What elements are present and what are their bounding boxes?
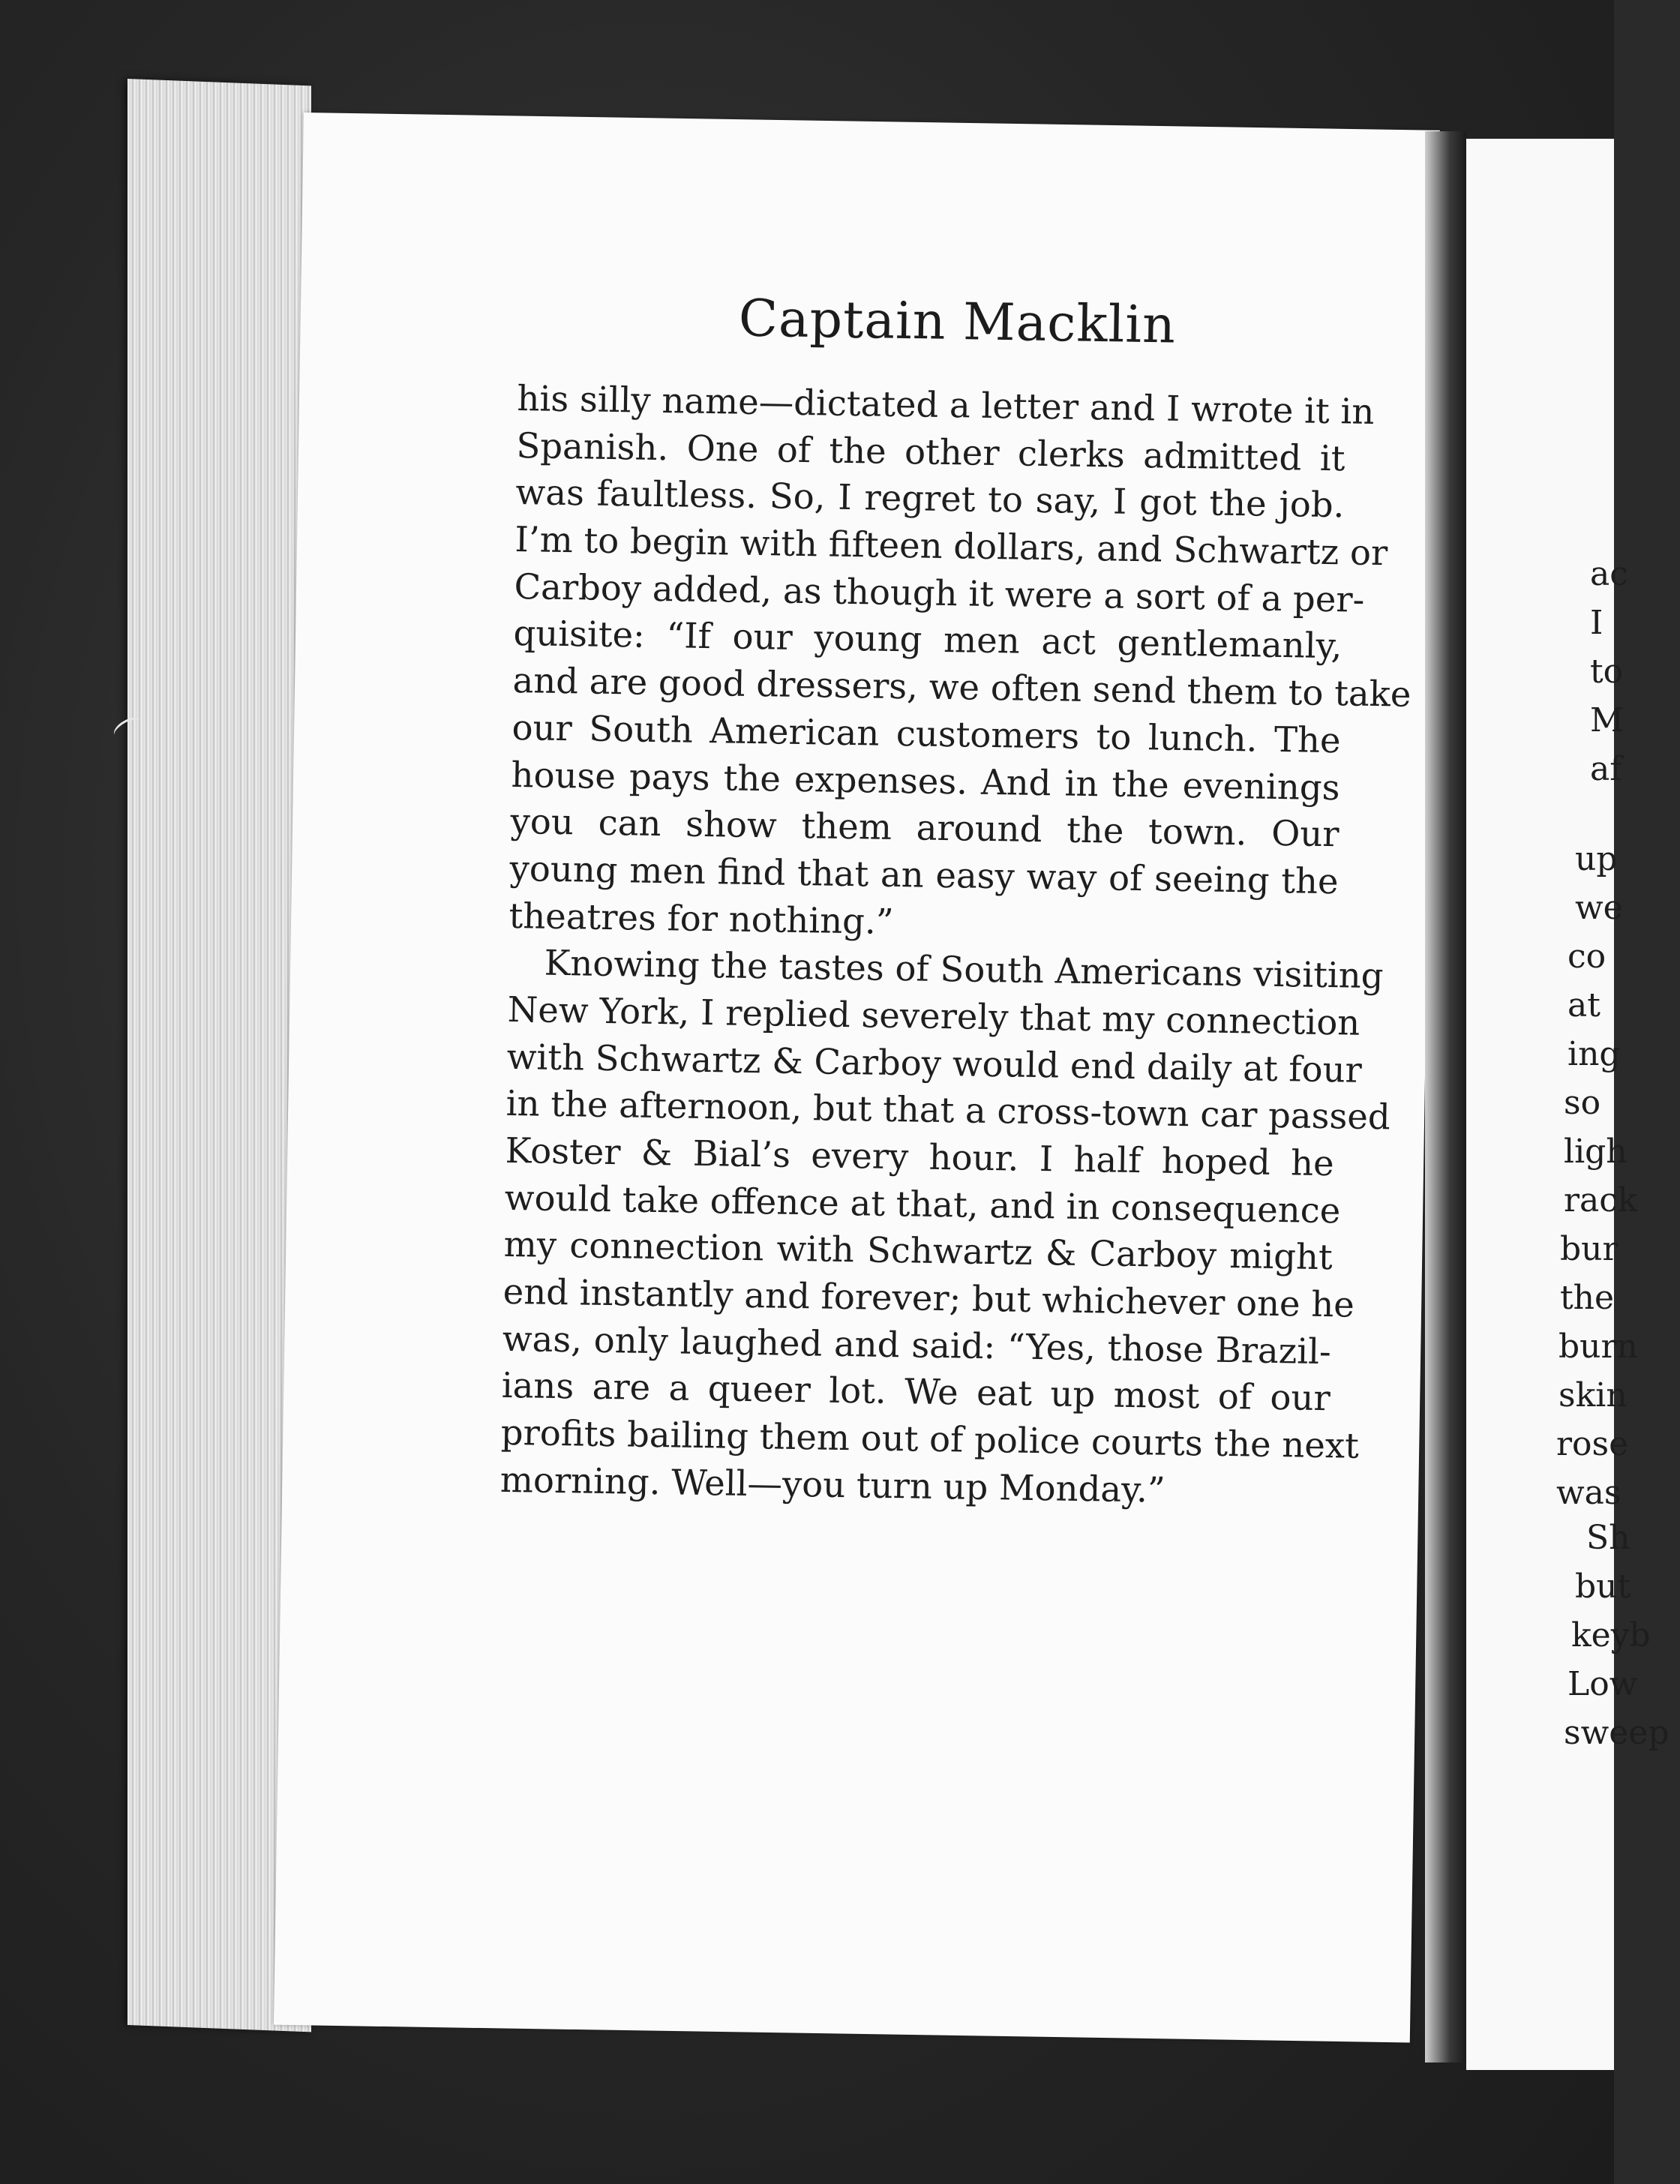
text-line: quisite: “If our young men act gentlemanly, xyxy=(513,613,1342,667)
right-page-text xyxy=(1545,0,1670,2184)
right-page-fragment: ing xyxy=(1568,1035,1621,1073)
text-line: was faultless. So, I regret to say, I got the job. xyxy=(515,472,1345,526)
right-page-fragment: keyb xyxy=(1571,1616,1651,1654)
right-page-fragment: burn xyxy=(1558,1328,1638,1366)
left-page-text xyxy=(500,375,1412,1516)
text-line: Carboy added, as though it were a sort of a per- xyxy=(514,566,1365,620)
text-line: and are good dressers, we often send them to take xyxy=(512,660,1412,715)
right-page-fragment: bur xyxy=(1560,1230,1618,1268)
right-page-fragment: skin xyxy=(1558,1376,1628,1414)
text-line: Koster & Bial’s every hour. I half hoped he xyxy=(505,1130,1335,1184)
text-line: house pays the expenses. And in the evenings xyxy=(511,754,1340,808)
right-page-fragment: to xyxy=(1590,652,1624,691)
text-line: ians are a queer lot. We eat up most of our xyxy=(501,1365,1331,1419)
right-page-fragment: was xyxy=(1556,1474,1622,1512)
text-line: was, only laughed and said: “Yes, those Brazil- xyxy=(502,1318,1332,1372)
right-page-fragment: we xyxy=(1575,889,1623,927)
text-line: young men find that an easy way of seeing the xyxy=(509,848,1339,902)
right-page-fragment: Sh xyxy=(1586,1519,1630,1557)
text-line: my connection with Schwartz & Carboy might xyxy=(503,1224,1334,1278)
right-page-fragment: at xyxy=(1568,986,1600,1024)
right-page-fragment: M xyxy=(1590,701,1624,740)
text-line: New York, I replied severely that my connection xyxy=(507,988,1360,1043)
right-page-fragment: the xyxy=(1560,1279,1615,1317)
text-line: our South American customers to lunch. The xyxy=(512,706,1341,761)
right-page-fragment: ac xyxy=(1590,555,1628,593)
text-line: would take offence at that, and in consequence xyxy=(504,1177,1341,1232)
book-gutter xyxy=(1425,131,1466,2062)
text-line: you can show them around the town. Our xyxy=(510,801,1340,855)
right-page-fragment: up xyxy=(1575,840,1618,878)
right-page-fragment: Low xyxy=(1568,1665,1638,1703)
right-page-fragment: rose xyxy=(1556,1425,1629,1463)
text-line: his silly name—dictated a letter and I wrote it in xyxy=(517,377,1375,432)
right-page-fragment: co xyxy=(1568,938,1606,976)
text-line: Spanish. One of the other clerks admitted it xyxy=(516,424,1346,479)
text-line: morning. Well—you turn up Monday.” xyxy=(500,1459,1166,1510)
right-page-fragment: af xyxy=(1590,750,1622,788)
text-line: in the afternoon, but that a cross-town car passed xyxy=(506,1083,1391,1138)
right-page-fragment: I xyxy=(1590,604,1604,642)
running-head: Captain Macklin xyxy=(738,289,1177,356)
right-page-fragment: rack xyxy=(1564,1181,1638,1220)
right-page-fragment: sweep xyxy=(1564,1714,1670,1752)
right-page-fragment: so xyxy=(1564,1084,1601,1122)
text-line: profits bailing them out of police courts the next xyxy=(500,1412,1360,1466)
text-line: Knowing the tastes of South Americans visiting xyxy=(544,942,1384,997)
text-line: end instantly and forever; but whichever one he xyxy=(502,1270,1355,1325)
text-line: I’m to begin with fifteen dollars, and Schwartz or xyxy=(514,519,1388,574)
right-page-fragment: but xyxy=(1575,1568,1631,1606)
right-page-fragment: ligh xyxy=(1564,1132,1628,1171)
text-line: with Schwartz & Carboy would end daily at four xyxy=(506,1036,1363,1090)
text-line: theatres for nothing.” xyxy=(508,895,894,942)
